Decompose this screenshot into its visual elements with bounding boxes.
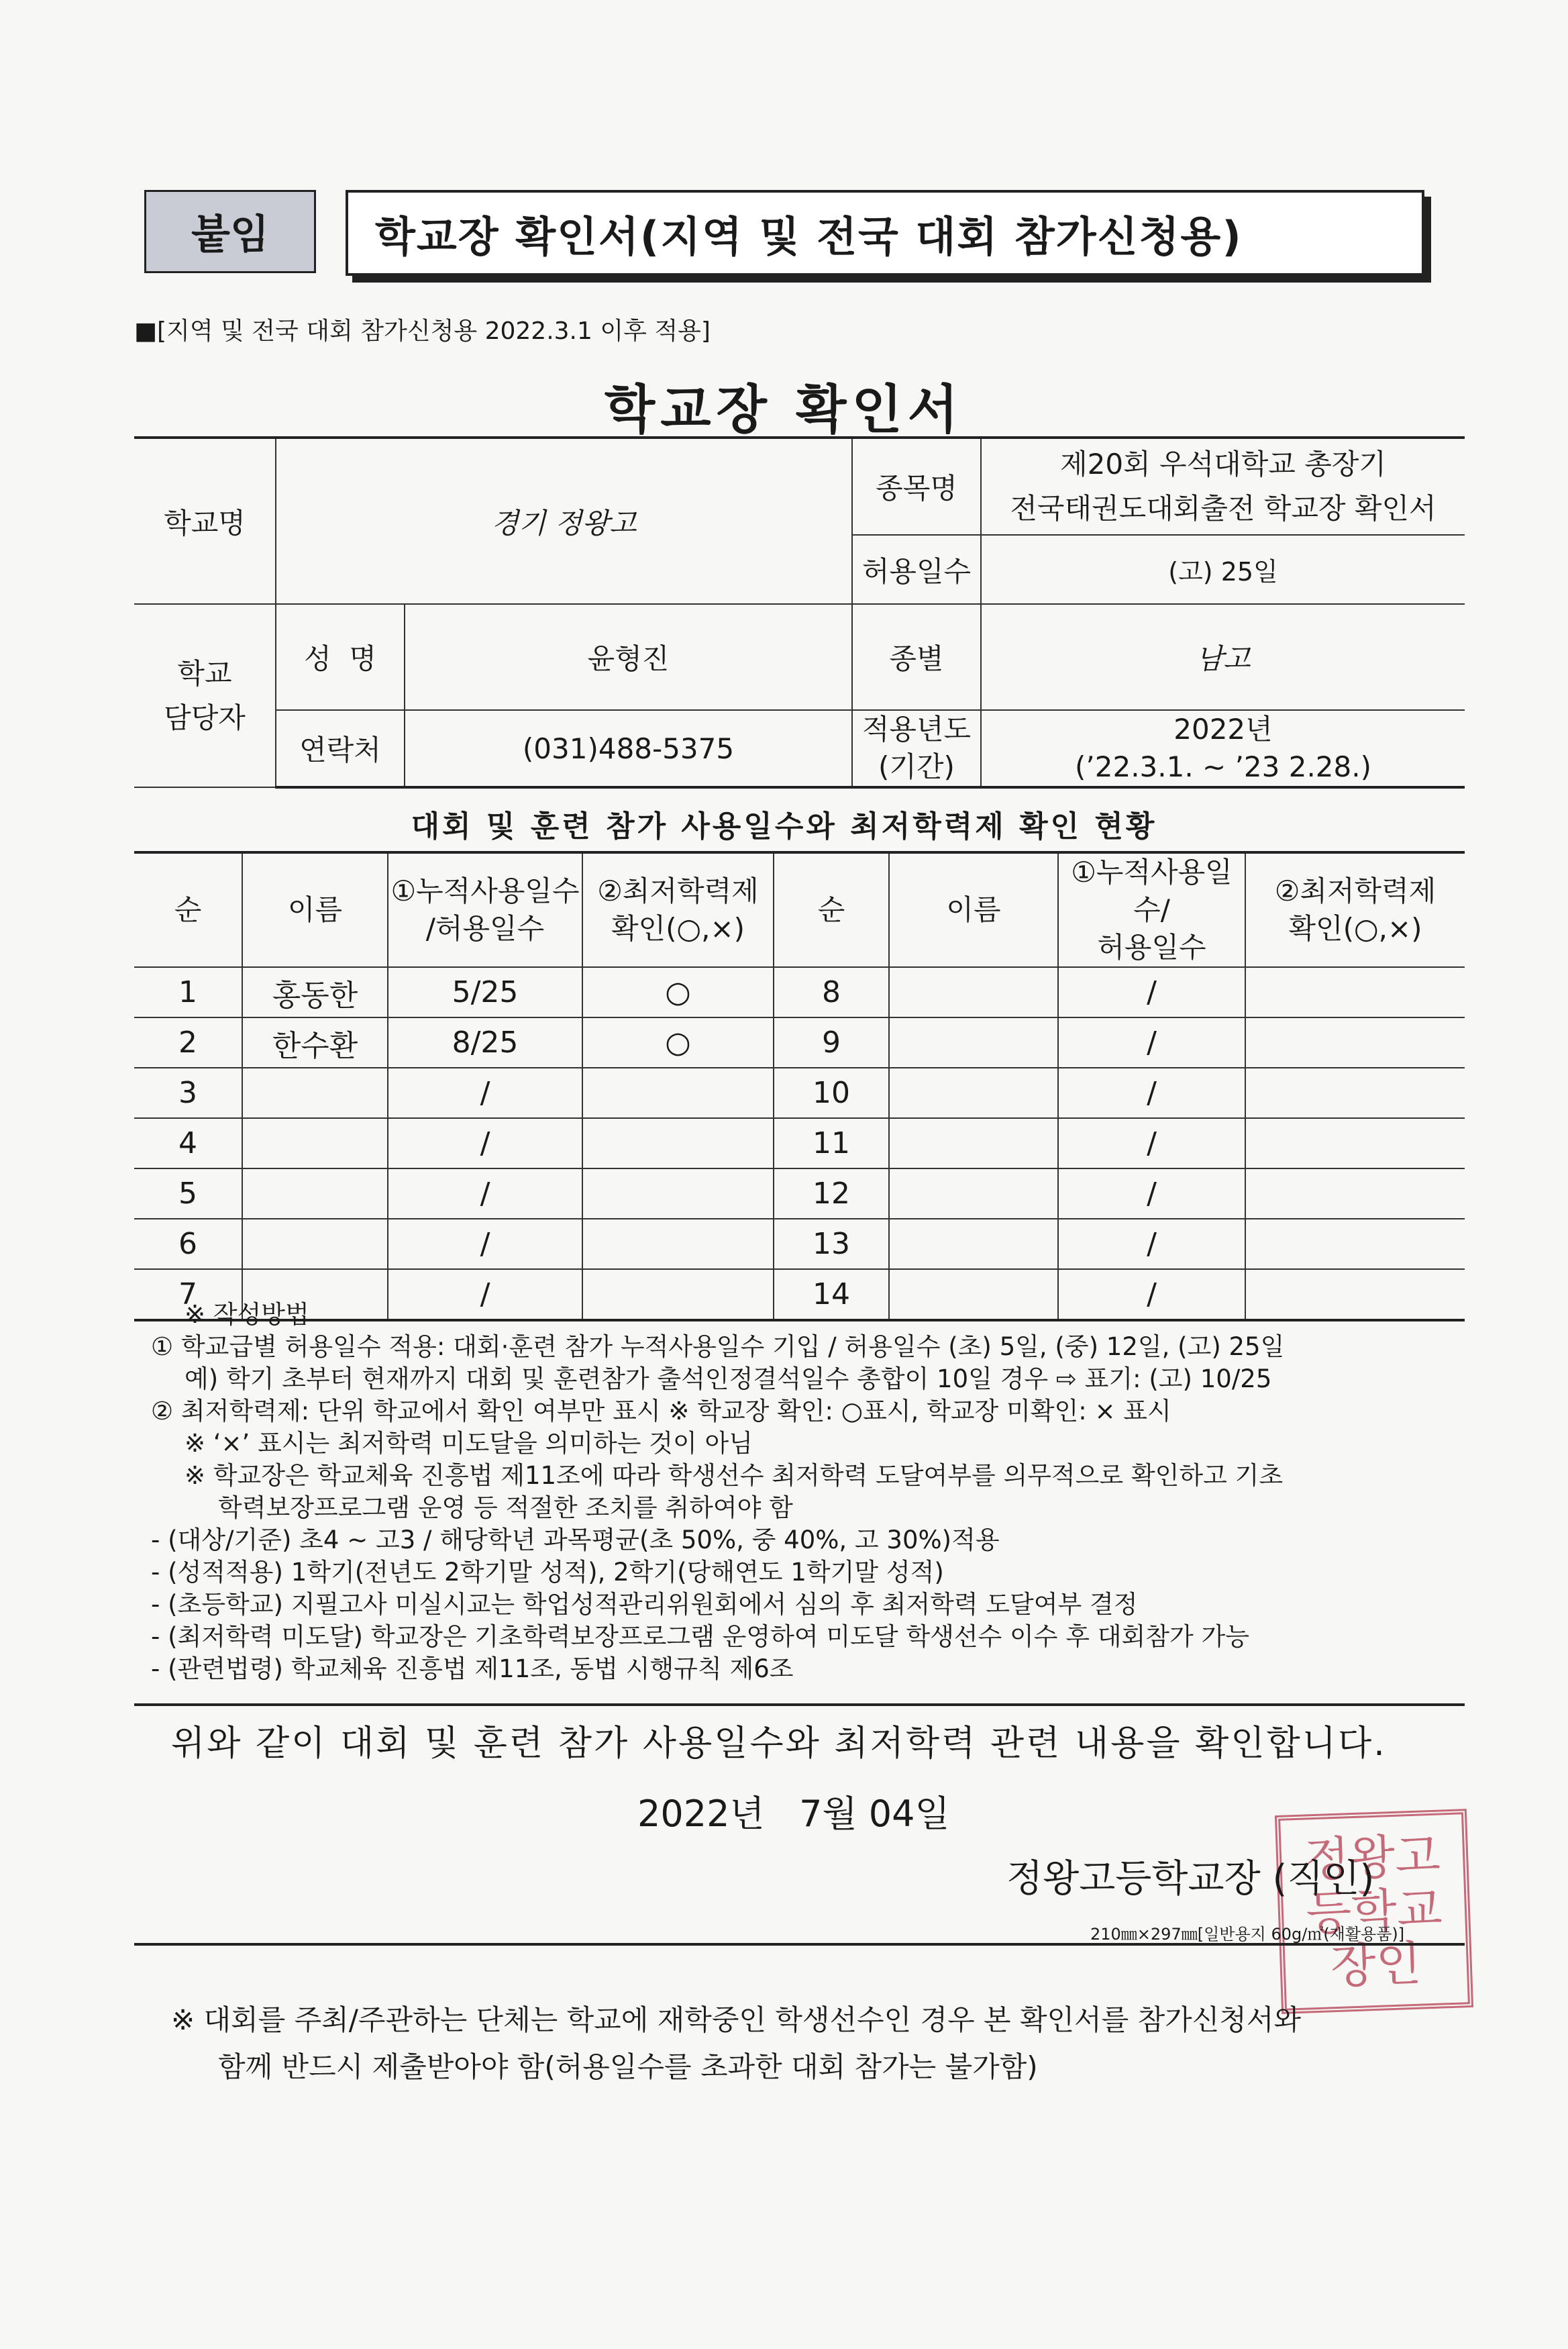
row-days: /	[388, 1269, 582, 1320]
row-days-2: /	[1058, 1168, 1245, 1219]
note-4: ※ 학교장은 학교체육 진흥법 제11조에 따라 학생선수 최저학력 도달여부를 의무적으로 확인하고 기초	[185, 1461, 1284, 1490]
row-name	[242, 1118, 388, 1168]
row-check-2	[1245, 1168, 1465, 1219]
header-days-left-l2: /허용일수	[425, 912, 545, 945]
footer-line-1: ※ 대회를 주최/주관하는 단체는 학교에 재학중인 학생선수인 경우 본 확인서를 참가신청서와	[171, 2003, 1302, 2036]
row-name	[242, 1219, 388, 1269]
row-days: /	[388, 1068, 582, 1118]
table-row	[134, 1168, 1465, 1219]
note-4-cont: 학력보장프로그램 운영 등 적절한 조치를 취하여야 함	[218, 1493, 793, 1522]
row-days: /	[388, 1168, 582, 1219]
note-2: ② 최저학력제: 단위 학교에서 확인 여부만 표시 ※ 학교장 확인: ○표시, 학교장 미확인: × 표시	[151, 1397, 1171, 1426]
event-line-1: 제20회 우석대학교 총장기	[1060, 448, 1386, 481]
header-days-right	[1058, 852, 1245, 967]
row-no-2: 8	[774, 967, 889, 1017]
header-days-left-l1: ①누적사용일수	[390, 874, 580, 907]
section-title: 대회 및 훈련 참가 사용일수와 최저학력제 확인 현황	[411, 809, 1157, 844]
contact-label: 연락처	[276, 710, 405, 787]
row-days-2: /	[1058, 1219, 1245, 1269]
row-no: 5	[134, 1168, 242, 1219]
year-label-line-1: 적용년도	[861, 713, 972, 746]
official-seal	[1275, 1809, 1473, 2014]
issue-date: 2022년 7월 04일	[637, 1793, 950, 1835]
main-title: 학교장 확인서	[604, 380, 964, 440]
detail-1: - (대상/기준) 초4 ~ 고3 / 해당학년 과목평균(초 50%, 중 40%, 고 30%)적용	[151, 1526, 1000, 1554]
row-no: 1	[134, 967, 242, 1017]
row-no: 3	[134, 1068, 242, 1118]
row-check	[582, 1118, 774, 1168]
row-name-2	[889, 1118, 1058, 1168]
year-label	[852, 710, 981, 787]
row-check-2	[1245, 1068, 1465, 1118]
row-no: 6	[134, 1219, 242, 1269]
footer-note	[171, 1997, 1479, 2091]
footer-line-2: 함께 반드시 제출받아야 함(허용일수를 초과한 대회 참가는 불가함)	[218, 2050, 1038, 2083]
row-name-2	[889, 1068, 1058, 1118]
row-no-2: 14	[774, 1269, 889, 1320]
event-value	[981, 438, 1465, 535]
row-days: 8/25	[388, 1017, 582, 1068]
instructions-title: ※ 작성방법	[185, 1300, 309, 1329]
school-name-value: 경기 정왕고	[276, 438, 852, 604]
instructions	[151, 1299, 1466, 1685]
row-name-2	[889, 1168, 1058, 1219]
attachment-badge: 붙임	[144, 190, 316, 273]
row-days: /	[388, 1118, 582, 1168]
year-value	[981, 710, 1465, 787]
usage-table	[134, 851, 1465, 1321]
table-row	[134, 1118, 1465, 1168]
header-no-right: 순	[774, 852, 889, 967]
header-check-right-l1: ②최저학력제	[1274, 874, 1436, 907]
school-info-table	[134, 436, 1465, 789]
row-no-2: 10	[774, 1068, 889, 1118]
header-name-right: 이름	[889, 852, 1058, 967]
note-1: ① 학교급별 허용일수 적용: 대회·훈련 참가 누적사용일수 기입 / 허용일수 (초) 5일, (중) 12일, (고) 25일	[151, 1332, 1285, 1361]
row-days-2: /	[1058, 1068, 1245, 1118]
table-row	[134, 1068, 1465, 1118]
row-check-2	[1245, 1118, 1465, 1168]
row-check	[582, 1068, 774, 1118]
school-name-label: 학교명	[134, 438, 276, 604]
table-row	[134, 1017, 1465, 1068]
principal-signature: 정왕고등학교장 (직인)	[1006, 1857, 1375, 1901]
row-name	[242, 1168, 388, 1219]
row-days-2: /	[1058, 1118, 1245, 1168]
header-check-right-l2: 확인(○,×)	[1288, 912, 1422, 945]
detail-2: - (성적적용) 1학기(전년도 2학기말 성적), 2학기(당해연도 1학기말 성적)	[151, 1558, 944, 1587]
header-no-left: 순	[134, 852, 242, 967]
divider	[134, 1703, 1465, 1706]
type-label: 종별	[852, 604, 981, 710]
table-row	[134, 1219, 1465, 1269]
header-days-right-l2: 허용일수	[1097, 931, 1206, 964]
row-no-2: 9	[774, 1017, 889, 1068]
note-1-example: 예) 학기 초부터 현재까지 대회 및 훈련참가 출석인정결석일수 총합이 10일 경우 ⇨ 표기: (고) 10/25	[185, 1364, 1272, 1393]
row-name-2	[889, 1017, 1058, 1068]
row-no: 7	[134, 1269, 242, 1320]
row-no: 4	[134, 1118, 242, 1168]
row-check-2	[1245, 1219, 1465, 1269]
year-label-line-2: (기간)	[878, 750, 955, 783]
event-label: 종목명	[852, 438, 981, 535]
row-check	[582, 1168, 774, 1219]
type-value: 남고	[981, 604, 1465, 710]
header-days-right-l1: ①누적사용일수/	[1071, 856, 1233, 926]
row-name-2	[889, 1219, 1058, 1269]
row-no-2: 12	[774, 1168, 889, 1219]
row-name: 한수환	[242, 1017, 388, 1068]
usage-table-header	[134, 852, 1465, 967]
name-label: 성 명	[276, 604, 405, 710]
detail-3: - (초등학교) 지필고사 미실시교는 학업성적관리위원회에서 심의 후 최저학력 도달여부 결정	[151, 1590, 1138, 1619]
row-check-2	[1245, 1017, 1465, 1068]
manager-name: 윤형진	[405, 604, 852, 710]
header-days-left	[388, 852, 582, 967]
row-name-2	[889, 967, 1058, 1017]
row-name	[242, 1068, 388, 1118]
row-check: ○	[582, 1017, 774, 1068]
header-check-left-l2: 확인(○,×)	[611, 912, 745, 945]
row-days: 5/25	[388, 967, 582, 1017]
detail-5: - (관련법령) 학교체육 진흥법 제11조, 동법 시행규칙 제6조	[151, 1654, 794, 1683]
table-row	[134, 967, 1465, 1017]
year-line-1: 2022년	[1173, 713, 1273, 746]
row-check: ○	[582, 967, 774, 1017]
contact-value: (031)488-5375	[405, 710, 852, 787]
header-check-left-l1: ②최저학력제	[597, 874, 759, 907]
row-days-2: /	[1058, 967, 1245, 1017]
seal-text: 정왕고등학교장인	[1303, 1828, 1443, 1995]
note-3: ※ ‘×’ 표시는 최저학력 미도달을 의미하는 것이 아님	[185, 1429, 753, 1458]
event-line-2: 전국태권도대회출전 학교장 확인서	[1010, 492, 1436, 525]
row-days: /	[388, 1219, 582, 1269]
row-days-2: /	[1058, 1017, 1245, 1068]
manager-label-line-1: 학교	[177, 656, 232, 690]
row-no: 2	[134, 1017, 242, 1068]
manager-label-line-2: 담당자	[164, 701, 246, 734]
header-name-left: 이름	[242, 852, 388, 967]
allowed-days-value: (고) 25일	[981, 535, 1465, 604]
confirmation-statement: 위와 같이 대회 및 훈련 참가 사용일수와 최저학력 관련 내용을 확인합니다.	[171, 1723, 1387, 1764]
year-line-2: (’22.3.1. ~ ’23 2.28.)	[1075, 750, 1371, 783]
row-no-2: 11	[774, 1118, 889, 1168]
header-check-right	[1245, 852, 1465, 967]
header-check-left	[582, 852, 774, 967]
row-check-2	[1245, 967, 1465, 1017]
row-days-2: /	[1058, 1269, 1245, 1320]
applicability-note: ■[지역 및 전국 대회 참가신청용 2022.3.1 이후 적용]	[134, 317, 711, 345]
detail-4: - (최저학력 미도달) 학교장은 기초학력보장프로그램 운영하여 미도달 학생선수 이수 후 대회참가 가능	[151, 1622, 1250, 1651]
paper-spec: 210㎜×297㎜[일반용지 60g/㎡(재활용품)]	[1090, 1925, 1405, 1944]
row-no-2: 13	[774, 1219, 889, 1269]
document-title-box	[346, 190, 1424, 276]
document-title: 학교장 확인서(지역 및 전국 대회 참가신청용)	[375, 211, 1243, 261]
manager-label	[134, 604, 276, 787]
row-check	[582, 1219, 774, 1269]
row-name: 홍동한	[242, 967, 388, 1017]
allowed-days-label: 허용일수	[852, 535, 981, 604]
